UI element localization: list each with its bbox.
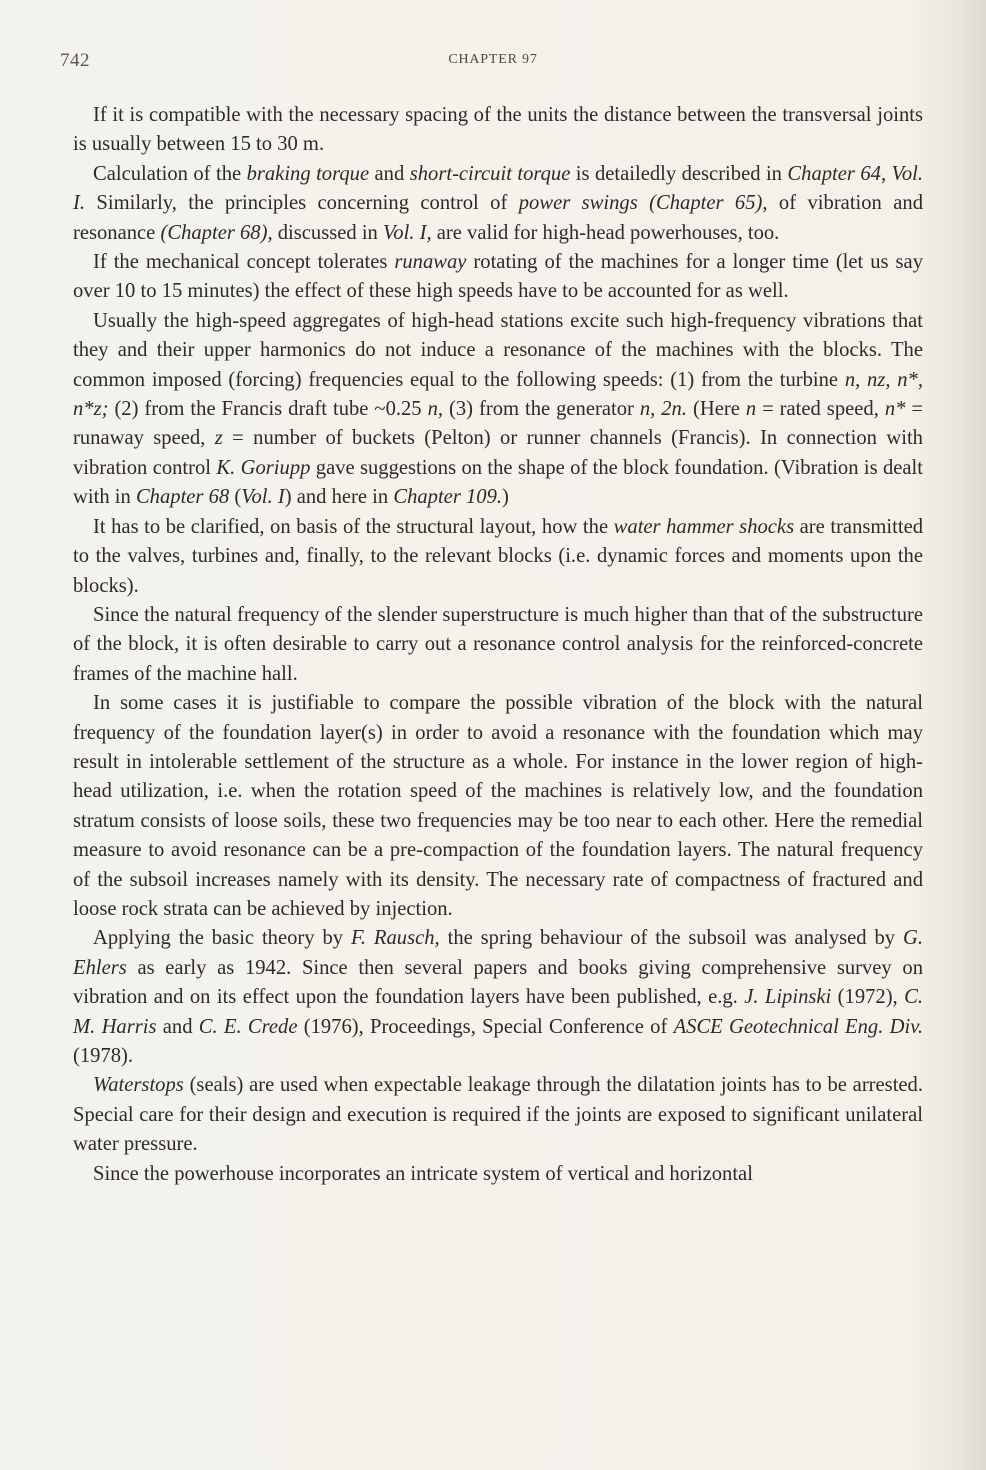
text-run: as early as 1942. Since then several papers and books giving comprehensive survey on vibration and on its effect upon the foundation layers have been published, e.g. [73, 956, 923, 1009]
italic-text: braking torque [246, 162, 370, 185]
italic-text: Chapter 68 [135, 486, 230, 509]
text-run: = number of buckets (Pelton) or runner channels (Francis). In connection with vibration control [73, 427, 923, 479]
italic-text: n [745, 398, 757, 421]
paragraph-1 [73, 101, 923, 160]
text-run: are valid for high-head powerhouses, too. [431, 221, 780, 244]
text-run: (1976), Proceedings, Special Conference of [297, 1015, 674, 1038]
paragraph-8 [73, 924, 923, 1071]
text-run: (3) from the generator [443, 398, 640, 421]
italic-text: Vol. I [241, 486, 285, 509]
italic-text: C. M. Harris [73, 986, 923, 1038]
italic-text: G. Ehlers [73, 927, 923, 979]
paragraph-6 [73, 601, 923, 689]
italic-text: runaway [394, 251, 467, 274]
italic-text: z [214, 427, 223, 450]
text-run: (Here [687, 398, 746, 421]
text-run: (1978). [73, 1045, 134, 1067]
text-run: Calculation of the [93, 162, 247, 185]
text-run: = runaway speed, [73, 398, 924, 450]
text-run: Applying the basic theory by [93, 927, 351, 950]
text-run: ( [229, 486, 242, 509]
paragraph-5 [73, 513, 923, 601]
italic-text: Chapter 109. [393, 486, 503, 509]
text-run: (2) from the Francis draft tube ~0.25 [108, 398, 428, 421]
italic-text: water hammer shocks [613, 515, 795, 538]
paragraph-7 [73, 689, 923, 924]
italic-text: Chapter 64, Vol. I. [73, 162, 924, 215]
italic-text: short-circuit torque [409, 162, 571, 185]
text-run: (seals) are used when expectable leakage through the dilatation joints has to be arrested. Special care for their design and execution is required if the joints are exposed to significant unilateral water pressure. [73, 1074, 923, 1156]
italic-text: J. Lipinski [744, 986, 832, 1009]
italic-text: power swings (Chapter 65), [518, 192, 768, 215]
text-run: the spring behaviour of the subsoil was analysed by [439, 927, 903, 950]
italic-text: K. Goriupp [216, 456, 311, 479]
text-run: In some cases it is justifiable to compare the possible vibration of the block with the natural frequency of the foundation layer(s) in order to avoid a resonance with the foundation which may result in intolerable settlement of the structure as a whole. For instance in the lower region of high-head utilization, i.e. when the rotation speed of the machines is relatively low, and the foundation stratum consists of loose soils, these two frequencies may be too near to each other. Here the remedial measure to avoid resonance can be a pre-compaction of the foundation layers. The natural frequency of the subsoil increases namely with its density. The necessary rate of compactness of fractured and loose rock strata can be achieved by injection. [73, 692, 923, 920]
page-number: 742 [60, 50, 90, 71]
text-run: rotating of the machines for a longer time (let us say over 10 to 15 minutes) the effect of these high speeds have to be accounted for as well. [73, 251, 923, 303]
text-run: discussed in [272, 221, 383, 244]
text-run: If it is compatible with the necessary spacing of the units the distance between the transversal joints is usually between 15 to 30 m. [73, 104, 923, 156]
italic-text: ASCE Geotechnical Eng. Div. [673, 1015, 923, 1038]
text-run: Usually the high-speed aggregates of high-head stations excite such high-frequency vibrations that they and their upper harmonics do not induce a resonance of the machines with the blocks. The common imposed (forcing) frequencies equal to the following speeds: (1) from the turbine [73, 309, 923, 391]
paragraph-2 [73, 160, 923, 248]
text-run: gave suggestions on the shape of the block foundation. (Vibration is dealt with in [73, 456, 923, 509]
text-run: Since the natural frequency of the slender superstructure is much higher than that of the substructure of the block, it is often desirable to carry out a resonance control analysis for the reinforced-concrete frames of the machine hall. [73, 603, 923, 685]
text-run: = rated speed, [756, 398, 885, 421]
text-run: Similarly, the principles concerning control of [85, 192, 519, 215]
italic-text: (Chapter 68), [160, 221, 273, 244]
paragraph-10 [73, 1160, 923, 1189]
paragraph-3 [73, 248, 923, 307]
body-text [73, 101, 923, 1189]
text-run: Since the powerhouse incorporates an intricate system of vertical and horizontal [93, 1162, 753, 1185]
italic-text: n, 2n. [639, 398, 688, 421]
paragraph-4 [73, 307, 923, 513]
text-run: of vibration and resonance [73, 192, 924, 244]
italic-text: Waterstops [93, 1074, 184, 1097]
italic-text: Vol. I, [383, 221, 432, 244]
text-run: It has to be clarified, on basis of the structural layout, how the [93, 515, 614, 538]
italic-text: C. E. Crede [198, 1015, 298, 1038]
italic-text: n, nz, n*, n*z; [73, 368, 923, 421]
text-run: ) [502, 486, 509, 509]
paragraph-9 [73, 1071, 923, 1159]
text-run: ) and here in [284, 486, 394, 509]
italic-text: n* [884, 398, 906, 421]
italic-text: F. Rausch, [350, 927, 440, 950]
text-run: (1972), [831, 986, 905, 1009]
italic-text: n, [427, 398, 444, 421]
text-run: If the mechanical concept tolerates [93, 251, 395, 274]
text-run: and [156, 1015, 199, 1038]
text-run: and [369, 162, 410, 185]
text-run: is detailedly described in [570, 162, 788, 185]
text-run: are transmitted to the valves, turbines and, finally, to the relevant blocks (i.e. dynamic forces and moments upon the blocks). [73, 515, 924, 597]
running-head: CHAPTER 97 [448, 52, 538, 67]
